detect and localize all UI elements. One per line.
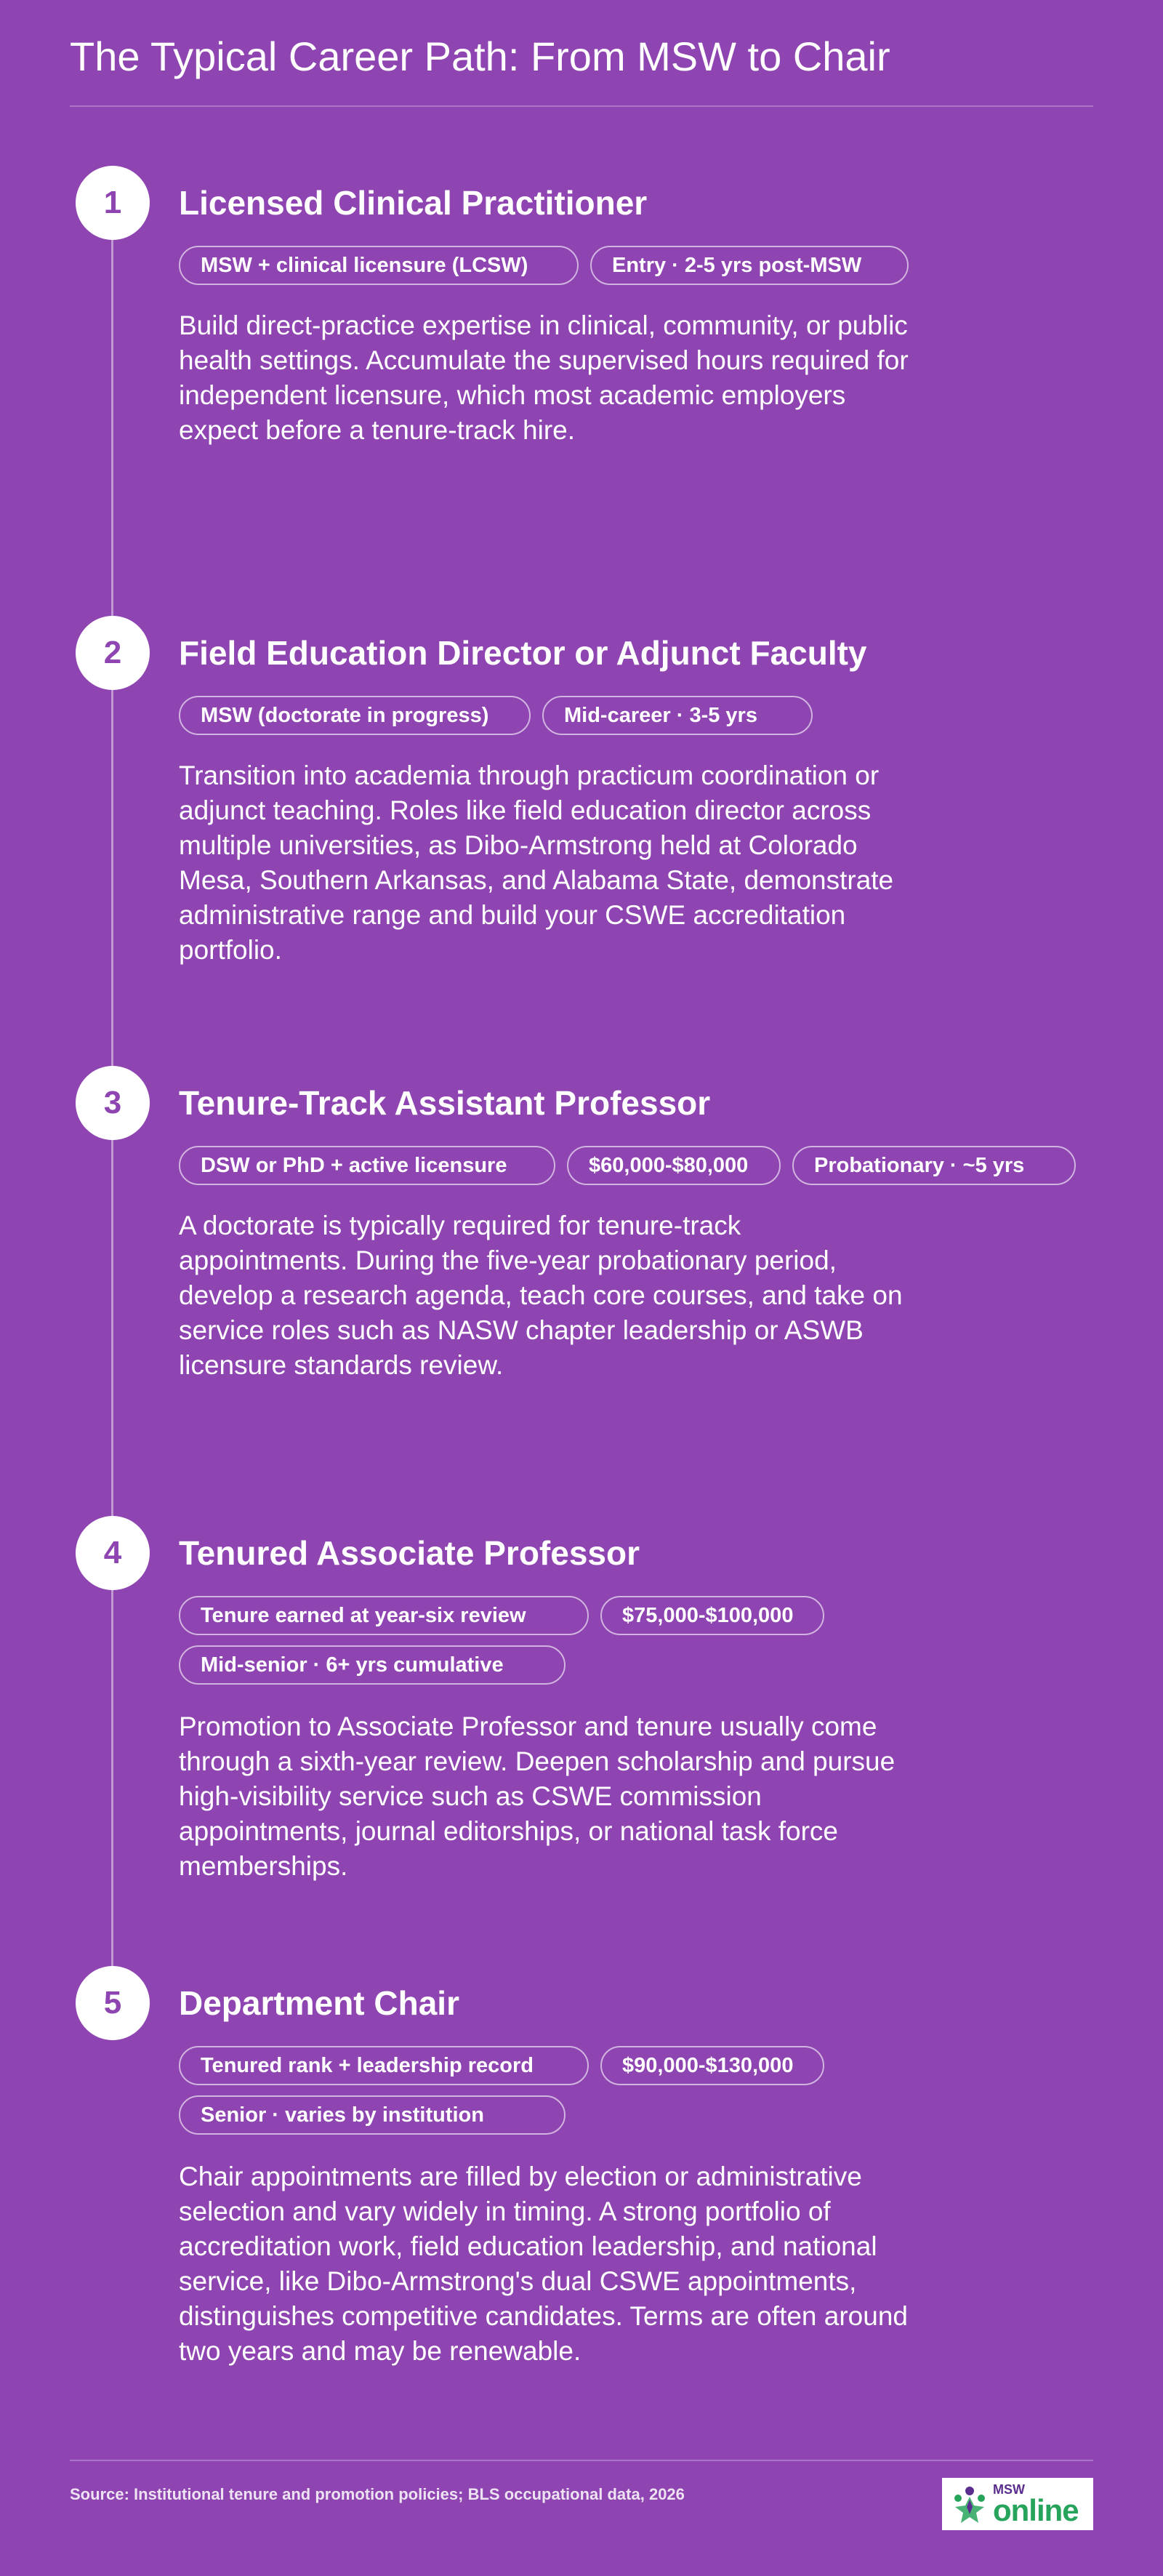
step-description: Build direct-practice expertise in clinical, community, or public health settings. Accumulate the supervised hours required for independent licensure, which most academic employers expect before a tenure-track hire. <box>179 310 909 445</box>
step-description: Chair appointments are filled by election or administrative selection and vary widely in timing. A strong portfolio of accreditation work, field education leadership, and national service, like Dibo-Armstrong's dual CSWE appointments, distinguishes competitive candidates. Terms are often around two years and may be renewable. <box>179 2162 908 2366</box>
tag-career-stage: Mid-career · 3-5 yrs <box>542 696 813 735</box>
step-number-badge: 2 <box>76 616 150 690</box>
tag-salary: $90,000-$130,000 <box>600 2046 824 2085</box>
step-title: Tenured Associate Professor <box>179 1534 640 1572</box>
step-number-badge: 1 <box>76 166 150 240</box>
step-title: Field Education Director or Adjunct Faculty <box>179 634 867 672</box>
tag-career-stage: Entry · 2-5 yrs post-MSW <box>590 246 909 285</box>
page-title: The Typical Career Path: From MSW to Chair <box>70 33 890 79</box>
tag-credential: MSW + clinical licensure (LCSW) <box>179 246 579 285</box>
tag-career-stage: Mid-senior · 6+ yrs cumulative <box>179 1645 566 1685</box>
title-divider <box>70 105 1093 107</box>
step-tags <box>179 2046 848 2135</box>
tag-credential: Tenure earned at year-six review <box>179 1596 589 1635</box>
tag-credential: DSW or PhD + active licensure <box>179 1146 555 1185</box>
tag-career-stage: Probationary · ~5 yrs <box>792 1146 1076 1185</box>
msw-online-logo <box>942 2478 1093 2530</box>
tag-career-stage: Senior · varies by institution <box>179 2095 566 2135</box>
logo-online-text: online <box>993 2493 1079 2527</box>
step-title: Licensed Clinical Practitioner <box>179 184 648 222</box>
step-description: A doctorate is typically required for tenure-track appointments. During the five-year probationary period, develop a research agenda, teach core courses, and take on service roles such as NASW chapter leadership or ASWB licensure standards review. <box>179 1211 903 1380</box>
tag-salary: $60,000-$80,000 <box>567 1146 781 1185</box>
tag-credential: Tenured rank + leadership record <box>179 2046 589 2085</box>
tag-credential: MSW (doctorate in progress) <box>179 696 531 735</box>
people-star-icon <box>949 2484 990 2524</box>
step-number-badge: 4 <box>76 1516 150 1590</box>
step-tags <box>179 696 1102 735</box>
step-title: Department Chair <box>179 1984 459 2022</box>
logo-msw-text: MSW <box>993 2482 1025 2497</box>
step-description: Promotion to Associate Professor and tenure usually come through a sixth-year review. Deepen scholarship and pursue high-visibility service such as CSWE commission appointments, journal editorships, or national task force memberships. <box>179 1712 896 1881</box>
step-description: Transition into academia through practicum coordination or adjunct teaching. Roles like field education director across multiple universities, as Dibo-Armstrong held at Colorado Mesa, Southern Arkansas, and Alabama State, demonstrate administrative range and build your CSWE accreditation portfolio. <box>179 761 894 965</box>
step-tags <box>179 1596 848 1685</box>
step-tags <box>179 246 1102 285</box>
step-number-badge: 5 <box>76 1966 150 2040</box>
source-note: Source: Institutional tenure and promotion policies; BLS occupational data, 2026 <box>70 2485 685 2503</box>
step-number-badge: 3 <box>76 1066 150 1140</box>
tag-salary: $75,000-$100,000 <box>600 1596 824 1635</box>
step-title: Tenure-Track Assistant Professor <box>179 1084 711 1122</box>
footer-divider <box>70 2460 1093 2461</box>
step-tags <box>179 1146 1102 1185</box>
